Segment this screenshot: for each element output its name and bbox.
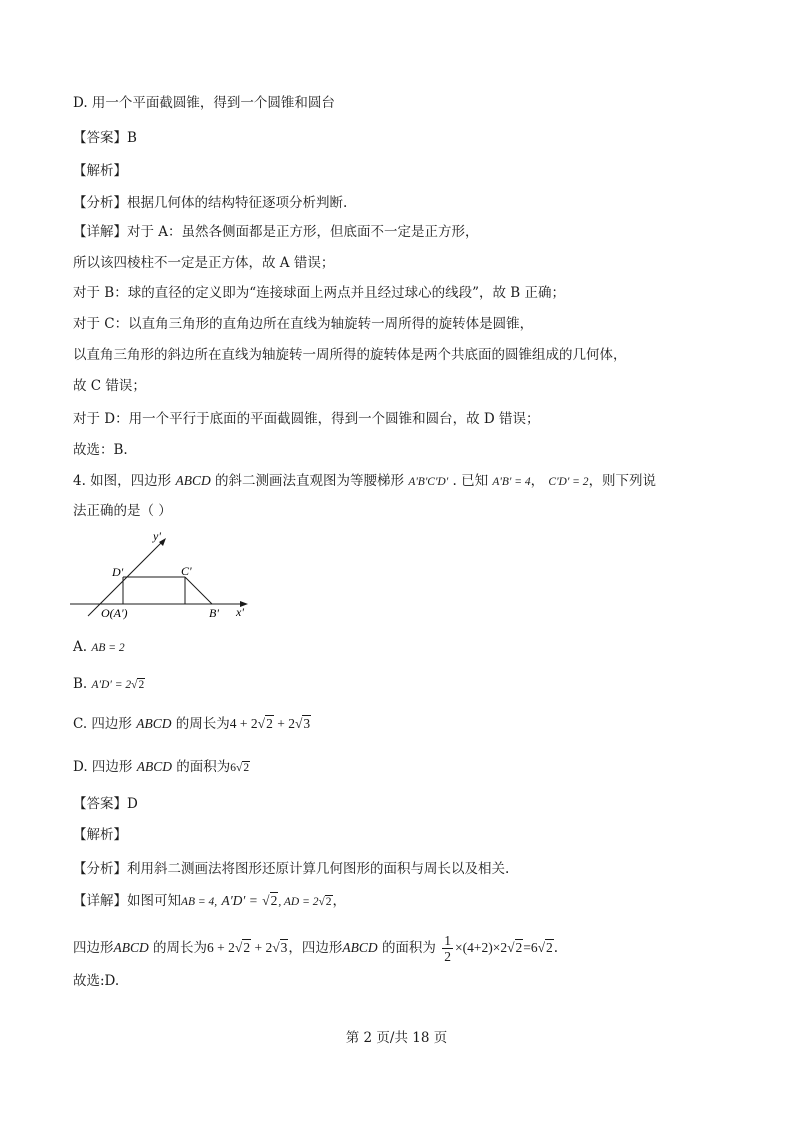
detail-2-rad2: 3 — [280, 940, 288, 955]
detail-2-abcd: ABCD — [113, 940, 149, 955]
detail-prev-1: 【详解】对于 A：虽然各侧面都是正方形，但底面不一定是正方形， — [73, 224, 479, 240]
o-label: O(A') — [101, 606, 128, 620]
q4-text-4: ，则下列说 — [588, 473, 657, 489]
detail-2-eq: =6 — [523, 940, 538, 955]
detail-2-abcd2: ABCD — [342, 940, 378, 955]
option-d-rad: 2 — [243, 762, 250, 774]
y-label: y' — [153, 529, 161, 543]
detail-prev-4: 对于 C：以直角三角形的直角边所在直线为轴旋转一周所得的旋转体是圆锥， — [73, 316, 534, 332]
detail-1-rad2: 2 — [325, 896, 332, 908]
detail-prev-7: 对于 D：用一个平行于底面的平面截圆锥，得到一个圆锥和圆台，故 D 错误； — [73, 411, 540, 427]
analysis-prev: 【分析】根据几何体的结构特征逐项分析判断. — [73, 195, 348, 211]
option-b: B. A′D′ = 2√2 — [73, 676, 145, 692]
option-d-prefix: D. 四边形 — [73, 759, 133, 775]
q4-abcd-prime: A'B'C'D' — [408, 476, 449, 488]
x-label: x' — [236, 605, 244, 619]
option-b-prefix: B. — [73, 676, 88, 692]
option-d-abcd: ABCD — [136, 759, 172, 774]
option-c-plus: + 2 — [273, 716, 295, 731]
detail-1-end: ， — [332, 893, 347, 909]
option-d-math: 6 — [230, 762, 237, 774]
trapezoid-figure — [66, 528, 266, 623]
detail-1-prefix: 【详解】如图可知 — [73, 893, 181, 909]
detail-2-dot: . — [553, 940, 559, 956]
option-a-math: AB = 2 — [91, 642, 125, 654]
option-d: D. 四边形 ABCD 的面积为6√2 — [73, 759, 250, 775]
detail-2-prefix: 四边形 — [73, 940, 114, 956]
detail-2-rad3: 2 — [515, 940, 523, 955]
frac-num: 1 — [444, 933, 451, 948]
c-label: C' — [181, 564, 192, 578]
page-footer: 第 2 页/共 18 页 — [345, 1030, 448, 1046]
q4-text-3: . 已知 — [452, 473, 489, 489]
q4-comma: ， — [530, 473, 545, 489]
detail-2-mid: 的周长为 — [153, 940, 208, 956]
detail-1-ad: , AD = 2 — [278, 896, 319, 908]
answer: 【答案】D — [73, 796, 138, 812]
detail-2-rad1: 2 — [243, 940, 251, 955]
option-c-rad1: 2 — [266, 716, 273, 731]
d-label: D' — [112, 565, 124, 579]
detail-prev-2: 所以该四棱柱不一定是正方体，故 A 错误； — [73, 255, 335, 271]
edge-cb — [185, 577, 212, 604]
option-c: C. 四边形 ABCD 的周长为4 + 2√2 + 2√3 — [73, 716, 311, 732]
option-d-mid: 的面积为 — [176, 759, 231, 775]
fraction-half — [442, 933, 453, 964]
detail-prev-6: 故 C 错误； — [73, 378, 146, 394]
option-c-abcd: ABCD — [136, 716, 172, 731]
q4-abcd: ABCD — [175, 473, 211, 488]
q4-cd-prime: C'D' = 2 — [548, 476, 589, 488]
question-4-line-2: 法正确的是（ ） — [73, 503, 172, 519]
option-b-math: A′D′ = 2 — [91, 679, 132, 691]
option-a — [73, 637, 125, 658]
detail-1: 【详解】如图可知AB = 4, A′D′ = √2, AD = 2√2， — [73, 893, 347, 909]
q4-ab-prime: A'B' = 4 — [492, 476, 531, 488]
choice-prev: 故选：B. — [73, 442, 128, 458]
answer-prev: 【答案】B — [73, 130, 137, 146]
analysis: 【分析】利用斜二测画法将图形还原计算几何图形的面积与周长以及相关. — [73, 861, 510, 877]
analysis-heading-prev: 【解析】 — [73, 163, 127, 179]
detail-1-rad1: 2 — [270, 893, 278, 908]
detail-2-plus: + 2 — [251, 940, 273, 955]
detail-2: 四边形ABCD 的周长为6 + 2√2 + 2√3，四边形ABCD 的面积为 $\frac{1}{2}$ ×(4+2)×2√2=6√2. — [73, 933, 559, 964]
option-d-prev: D. 用一个平面截圆锥，得到一个圆锥和圆台 — [73, 95, 335, 111]
option-c-rad2: 3 — [303, 716, 311, 731]
analysis-heading: 【解析】 — [73, 827, 127, 843]
frac-den: 2 — [444, 949, 451, 964]
final-choice: 故选:D. — [73, 973, 120, 989]
option-a-prefix: A. — [73, 639, 88, 655]
detail-2-area: ×(4+2)×2 — [454, 940, 508, 955]
option-c-mid: 的周长为 — [175, 716, 230, 732]
detail-2-rad4: 2 — [546, 940, 553, 955]
b-label: B' — [209, 606, 219, 620]
detail-2-mid3: 的面积为 — [381, 940, 436, 956]
detail-1-ab: AB = 4, — [181, 896, 218, 908]
y-axis — [88, 540, 164, 616]
detail-2-mid2: ，四边形 — [288, 940, 343, 956]
option-b-rad: 2 — [138, 679, 145, 691]
q4-text-2: 的斜二测画法直观图为等腰梯形 — [215, 473, 405, 489]
detail-prev-5: 以直角三角形的斜边所在直线为轴旋转一周所得的旋转体是两个共底面的圆锥组成的几何体， — [73, 347, 627, 363]
question-4-line-1 — [73, 471, 656, 492]
detail-prev-3: 对于 B：球的直径的定义即为“连接球面上两点并且经过球心的线段”，故 B 正确； — [73, 285, 566, 301]
detail-1-ad-prime: A′D′ = — [221, 893, 258, 908]
option-c-prefix: C. 四边形 — [73, 716, 132, 732]
detail-2-math: 6 + 2 — [207, 940, 235, 955]
q4-text-1: 4. 如图，四边形 — [73, 473, 172, 489]
option-c-math: 4 + 2 — [229, 716, 258, 731]
